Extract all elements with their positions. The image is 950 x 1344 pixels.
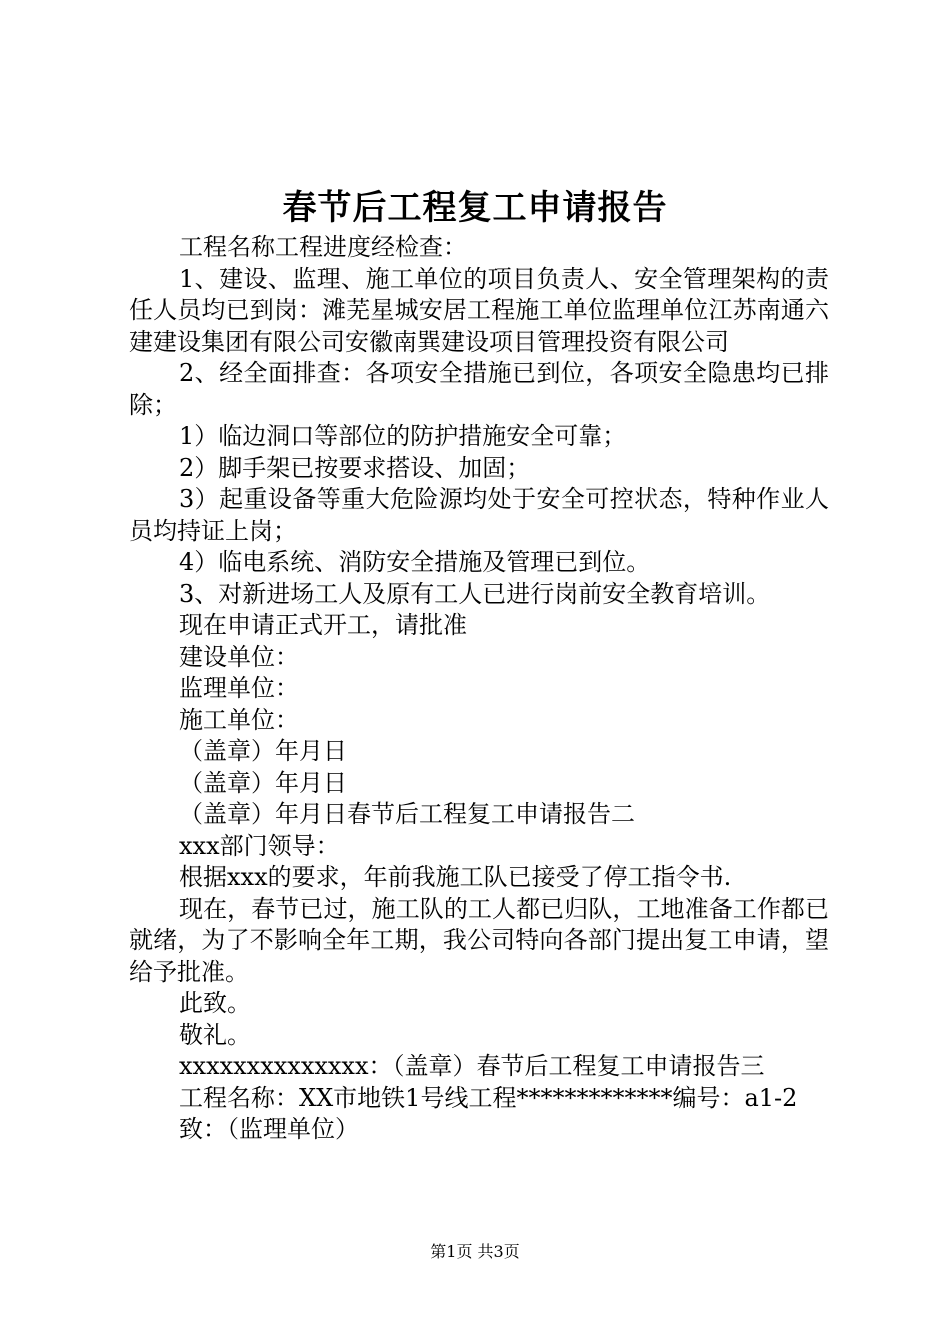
document-title: 春节后工程复工申请报告 — [282, 188, 668, 228]
paragraph-subitem-1: 1）临边洞口等部位的防护措施安全可靠； — [179, 422, 627, 450]
signature-line: xxxxxxxxxxxxxx：（盖章）春节后工程复工申请报告三 — [179, 1052, 765, 1080]
paragraph-request: 现在申请正式开工，请批准 — [179, 611, 467, 639]
seal-date-line-2: （盖章）年月日 — [179, 768, 347, 797]
seal-date-line-3: （盖章）年月日春节后工程复工申请报告二 — [179, 800, 635, 828]
paragraph-stop-order: 根据xxx的要求，年前我施工队已接受了停工指令书. — [179, 863, 732, 891]
project-name-line: 工程名称：XX市地铁1号线工程*************编号：a1-2 — [179, 1083, 798, 1112]
closing-cizhi: 此致。 — [179, 989, 251, 1017]
paragraph-item-3-training: 3、对新进场工人及原有工人已进行岗前安全教育培训。 — [179, 579, 771, 608]
addressee-line: 致：（监理单位） — [179, 1115, 359, 1143]
document-body — [129, 232, 829, 1146]
label-construction-unit: 建设单位： — [179, 642, 299, 671]
paragraph-subitem-4: 4）临电系统、消防安全措施及管理已到位。 — [179, 548, 651, 576]
paragraph-resume-request: 现在，春节已过，施工队的工人都已归队，工地准备工作都已就绪，为了不影响全年工期，我公司特向各部门提出复工申请，望给予批准。 — [129, 894, 829, 986]
closing-jingli: 敬礼。 — [179, 1020, 251, 1049]
label-contractor-unit: 施工单位： — [179, 705, 299, 734]
paragraph-subitem-3: 3）起重设备等重大危险源均处于安全可控状态，特种作业人员均持证上岗； — [129, 485, 829, 545]
paragraph-subitem-2: 2）脚手架已按要求搭设、加固； — [179, 453, 531, 482]
salutation: xxx部门领导： — [179, 831, 340, 860]
paragraph-item-2-inspection: 2、经全面排查：各项安全措施已到位，各项安全隐患均已排除； — [129, 359, 829, 419]
page-number-footer: 第1页 共3页 — [430, 1242, 520, 1261]
seal-date-line-1: （盖章）年月日 — [179, 737, 347, 765]
paragraph-item-1-personnel: 1、建设、监理、施工单位的项目负责人、安全管理架构的责任人员均已到岗：滩芜星城安居工程施工单位监理单位江苏南通六建建设集团有限公司安徽南巽建设项目管理投资有限公司 — [129, 264, 829, 356]
paragraph-project-intro: 工程名称工程进度经检查： — [179, 233, 467, 261]
label-supervision-unit: 监理单位： — [179, 674, 299, 702]
